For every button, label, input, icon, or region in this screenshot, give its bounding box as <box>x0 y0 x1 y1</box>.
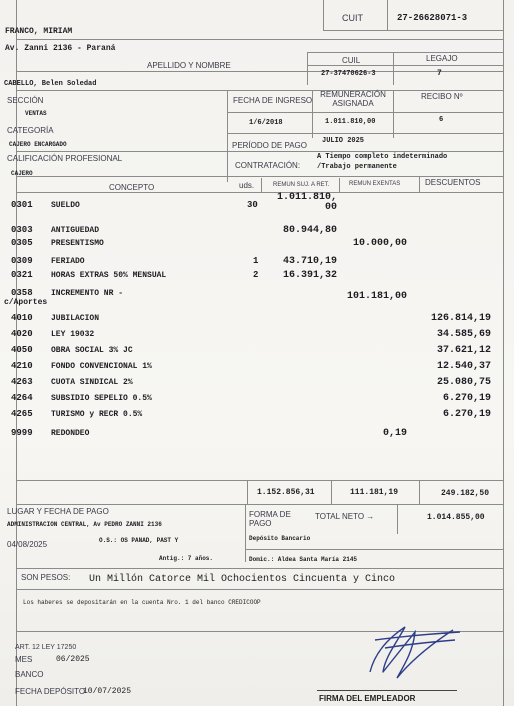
row-description: REDONDEO <box>51 429 90 438</box>
legajo-value: 7 <box>437 69 442 78</box>
forma-value: Depósito Bancario <box>249 535 311 542</box>
lugar-value: ADMINISTRACION CENTRAL, Av PEDRO ZANNI 2136 <box>7 521 162 528</box>
payslip-sheet <box>4 0 504 706</box>
apellido-label: APELLIDO Y NOMBRE <box>147 61 231 70</box>
row-descuento: 126.814,19 <box>430 313 491 324</box>
row-descuento: 6.270,19 <box>442 409 491 420</box>
row-description: HORAS EXTRAS 50% MENSUAL <box>51 271 167 280</box>
cuit-value: 27-26628071-3 <box>397 13 468 23</box>
cuit-label: CUIT <box>342 13 363 23</box>
col-uds: uds. <box>239 181 255 190</box>
row-remun-exentas: 101.181,00 <box>346 291 407 302</box>
row-description: CUOTA SINDICAL 2% <box>51 378 133 387</box>
row-code: 4264 <box>11 393 33 403</box>
seccion-label: SECCIÓN <box>7 96 44 105</box>
row-remun-suj: 1.011.810, <box>276 192 337 203</box>
categoria-value: CAJERO ENCARGADO <box>9 141 67 148</box>
os-value: O.S.: OS PANAD, PAST Y <box>99 537 179 544</box>
total-suj: 1.152.856,31 <box>257 488 315 497</box>
domic-value: Domic.: Aldea Santa María 2145 <box>249 556 358 563</box>
col-descuentos: DESCUENTOS <box>425 178 481 187</box>
row-code: 0309 <box>11 256 33 266</box>
row-description: FERIADO <box>51 257 85 266</box>
contratacion-value-2: /Trabajo permanente <box>317 163 397 171</box>
col-concepto: CONCEPTO <box>109 183 155 192</box>
fecha-pago: 04/08/2025 <box>7 540 48 549</box>
row-remun-suj: 43.710,19 <box>282 256 337 267</box>
row-description: PRESENTISMO <box>51 239 104 248</box>
recibo-value: 6 <box>439 116 444 124</box>
lugar-label: LUGAR Y FECHA DE PAGO <box>7 507 109 516</box>
col-remun-exentas: REMUN EXENTAS <box>349 181 401 187</box>
fecha-ingreso-label: FECHA DE INGRESO <box>233 96 313 105</box>
row-description: JUBILACION <box>51 314 100 323</box>
cuil-value: 27-37470626-3 <box>321 70 376 78</box>
contratacion-label: CONTRATACIÓN: <box>235 161 301 170</box>
row-descuento: 12.540,37 <box>436 361 491 372</box>
row-description: SUBSIDIO SEPELIO 0.5% <box>51 394 152 403</box>
mes-label: MES <box>15 655 33 664</box>
fecha-ingreso-value: 1/6/2018 <box>249 119 283 127</box>
row-code: 0305 <box>11 238 33 248</box>
row-code: 4010 <box>11 313 33 323</box>
remuneracion-label: REMUNERACIÓN ASIGNADA <box>320 90 386 108</box>
son-pesos-label: SON PESOS: <box>21 573 71 582</box>
cuil-label: CUIL <box>342 56 361 65</box>
row-code: 9999 <box>11 428 33 438</box>
son-pesos-value: Un Millón Catorce Mil Ochocientos Cincuenta y Cinco <box>89 574 396 585</box>
fecha-deposito-value: 10/07/2025 <box>83 687 132 696</box>
row-code: 4050 <box>11 345 33 355</box>
row-descuento: 34.585,69 <box>436 329 491 340</box>
row-descuento: 6.270,19 <box>442 393 491 404</box>
row-description: SUELDO <box>51 201 80 210</box>
periodo-value: JULIO 2025 <box>322 137 365 145</box>
row-description: INCREMENTO NR - <box>51 289 124 298</box>
total-neto-label: TOTAL NETO → <box>315 512 375 521</box>
seccion-value: VENTAS <box>25 110 47 117</box>
fecha-deposito-label: FECHA DEPÓSITO <box>15 687 86 696</box>
periodo-label: PERÍODO DE PAGO <box>232 141 307 150</box>
row-description: FONDO CONVENCIONAL 1% <box>51 362 152 371</box>
total-exe: 111.181,19 <box>350 488 399 497</box>
row-code: 0303 <box>11 225 33 235</box>
row-code: 0358 <box>11 288 33 298</box>
forma-label: FORMA DE PAGO <box>249 510 291 528</box>
row-units: 30 <box>247 200 258 210</box>
employer-signature <box>335 612 475 692</box>
row-description: ANTIGUEDAD <box>51 226 100 235</box>
deposit-note: Los haberes se depositarán en la cuenta Nro. 1 del banco CREDICOOP <box>23 599 261 606</box>
company-address: Av. Zanni 2136 - Paraná <box>5 44 116 53</box>
recibo-label: RECIBO Nº <box>421 92 463 101</box>
row-code: 0321 <box>11 270 33 280</box>
total-desc: 249.182,50 <box>441 489 490 498</box>
row-descuento: 37.621,12 <box>436 345 491 356</box>
company-name: FRANCO, MIRIAM <box>5 27 73 36</box>
employee-name: CABELLO, Belen Soledad <box>4 80 97 88</box>
firma-label: FIRMA DEL EMPLEADOR <box>319 694 416 703</box>
mes-value: 06/2025 <box>56 655 90 664</box>
row-description: LEY 19032 <box>51 330 95 339</box>
row-remun-suj: 16.391,32 <box>282 270 337 281</box>
row-remun-suj: 80.944,80 <box>282 225 337 236</box>
contratacion-value-1: A Tiempo completo indeterminado <box>317 153 448 161</box>
row-remun-exentas: 10.000,00 <box>352 238 407 249</box>
categoria-label: CATEGORÍA <box>7 126 54 135</box>
row-code: 4263 <box>11 377 33 387</box>
row-code: 4210 <box>11 361 33 371</box>
row-description-continued: c/Aportes <box>4 298 48 307</box>
row-description: TURISMO y RECR 0.5% <box>51 410 143 419</box>
row-descuento: 25.080,75 <box>436 377 491 388</box>
banco-label: BANCO <box>15 670 44 679</box>
row-code: 4265 <box>11 409 33 419</box>
calificacion-label: CALIFICACIÓN PROFESIONAL <box>7 154 123 163</box>
art-label: ART. 12 LEY 17250 <box>15 644 77 651</box>
antig-value: Antig.: 7 años. <box>159 555 214 562</box>
total-neto-value: 1.014.855,00 <box>427 513 485 522</box>
row-units: 2 <box>253 270 259 280</box>
calificacion-value: CAJERO <box>11 170 33 177</box>
row-code: 0301 <box>11 200 33 210</box>
row-description: OBRA SOCIAL 3% JC <box>51 346 133 355</box>
row-remun-exentas: 0,19 <box>382 428 407 439</box>
row-remun-suj-cont: 00 <box>324 202 337 213</box>
remuneracion-value: 1.011.810,00 <box>325 118 376 126</box>
col-remun-suj: REMUN SUJ. A RET. <box>273 182 330 188</box>
row-code: 4020 <box>11 329 33 339</box>
legajo-label: LEGAJO <box>426 54 458 63</box>
row-units: 1 <box>253 256 259 266</box>
